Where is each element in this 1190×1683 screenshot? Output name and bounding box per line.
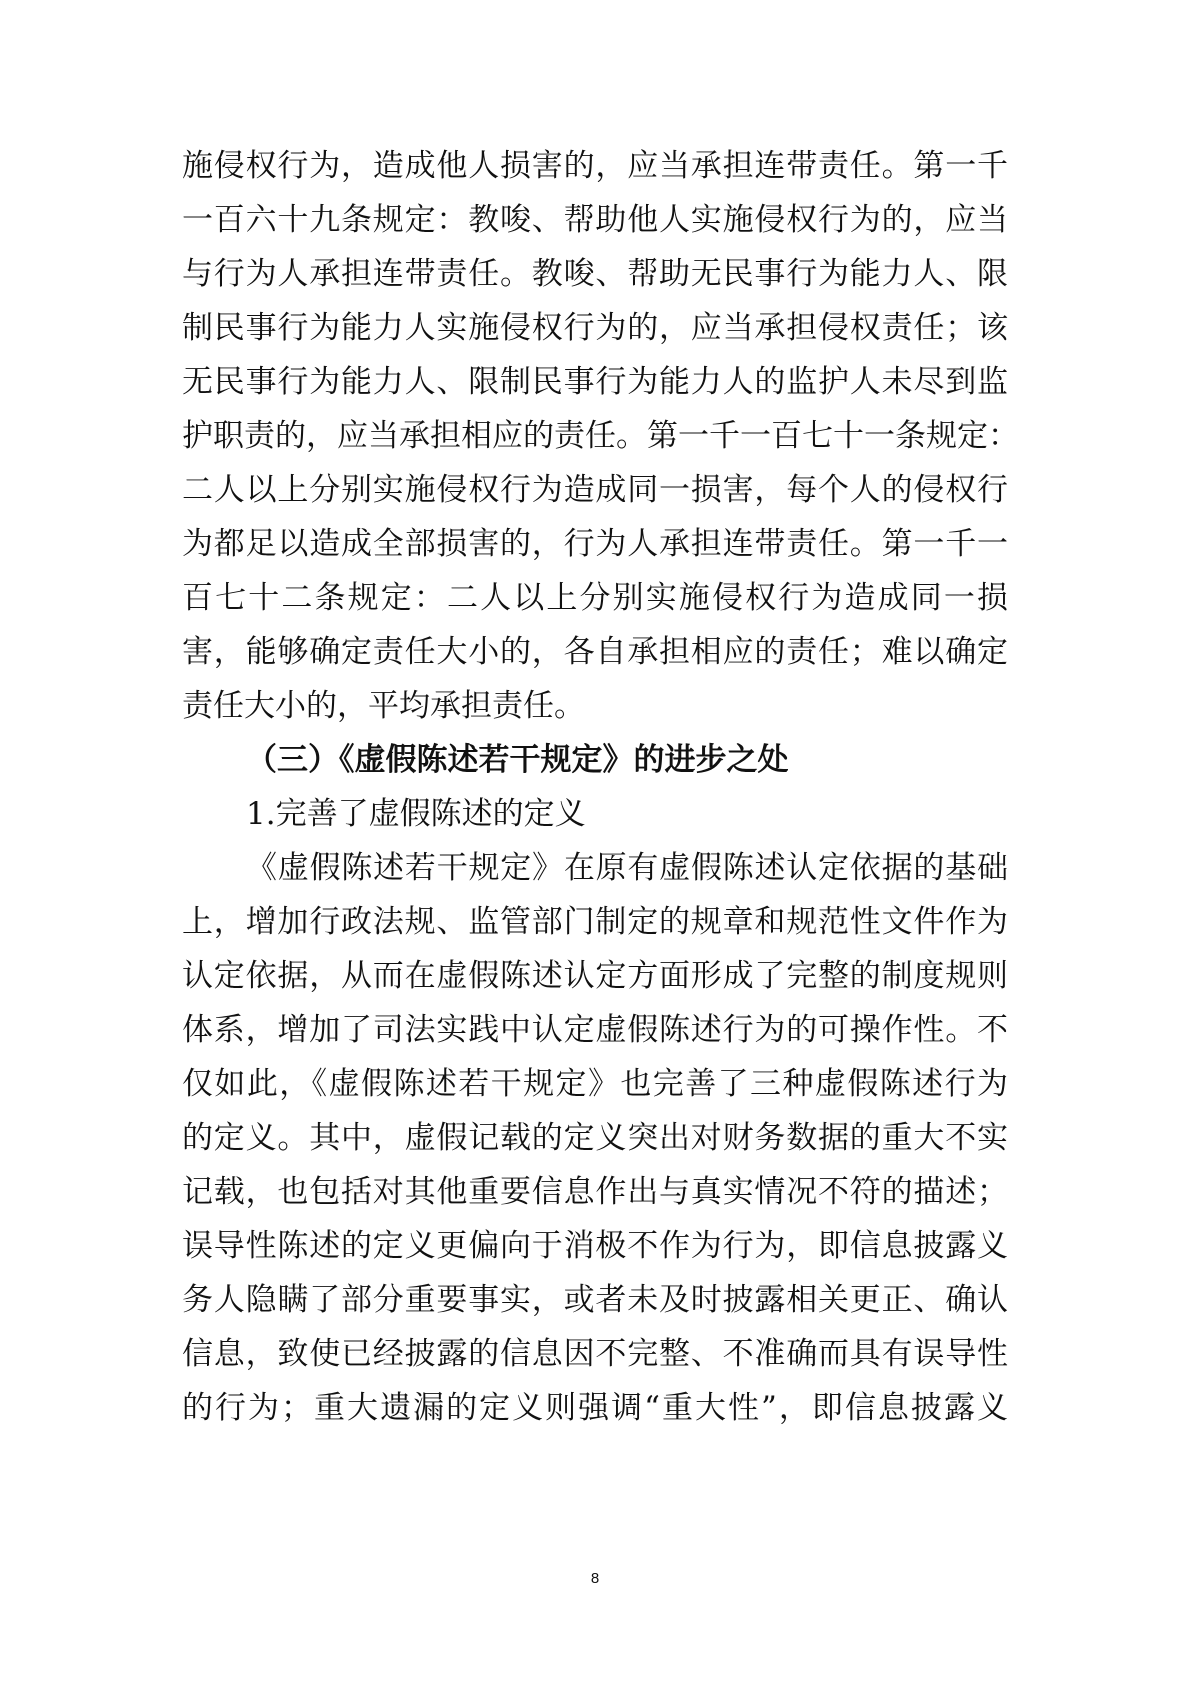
body-text-line: 无民事行为能力人、限制民事行为能力人的监护人未尽到监 [182,364,1008,400]
body-text-line: 为都足以造成全部损害的，行为人承担连带责任。第一千一 [182,526,1008,562]
body-text-line: 护职责的，应当承担相应的责任。第一千一百七十一条规定： [182,418,1019,454]
section-heading: （三）《虚假陈述若干规定》的进步之处 [246,742,789,778]
body-text-line: 务人隐瞒了部分重要事实，或者未及时披露相关更正、确认 [182,1282,1008,1318]
page-number: 8 [590,1570,600,1587]
body-text-line: 认定依据，从而在虚假陈述认定方面形成了完整的制度规则 [182,958,1008,994]
body-text-line: 误导性陈述的定义更偏向于消极不作为行为，即信息披露义 [182,1228,1008,1264]
body-text-line: 体系，增加了司法实践中认定虚假陈述行为的可操作性。不 [182,1012,1008,1048]
body-text-line: 上，增加行政法规、监管部门制定的规章和规范性文件作为 [182,904,1008,940]
body-text-line: 二人以上分别实施侵权行为造成同一损害，每个人的侵权行 [182,472,1008,508]
body-text-line: 施侵权行为，造成他人损害的，应当承担连带责任。第一千 [182,148,1008,184]
subsection-heading: 1.完善了虚假陈述的定义 [246,796,586,832]
body-text-line: 的定义。其中，虚假记载的定义突出对财务数据的重大不实 [182,1120,1008,1156]
body-text-line: 害，能够确定责任大小的，各自承担相应的责任；难以确定 [182,634,1008,670]
body-text-line: 百七十二条规定：二人以上分别实施侵权行为造成同一损 [182,580,1008,616]
body-text-line: 与行为人承担连带责任。教唆、帮助无民事行为能力人、限 [182,256,1008,292]
body-text-line: 一百六十九条规定：教唆、帮助他人实施侵权行为的，应当 [182,202,1008,238]
body-text-line: 信息，致使已经披露的信息因不完整、不准确而具有误导性 [182,1336,1008,1372]
body-text-line: 责任大小的，平均承担责任。 [182,688,585,724]
body-text-line: 制民事行为能力人实施侵权行为的，应当承担侵权责任；该 [182,310,1008,346]
body-text-line: 记载，也包括对其他重要信息作出与真实情况不符的描述； [182,1174,1008,1210]
body-text-line: 的行为；重大遗漏的定义则强调“重大性”，即信息披露义 [182,1390,1008,1426]
body-text-line: 仅如此，《虚假陈述若干规定》也完善了三种虚假陈述行为 [182,1066,1008,1102]
body-text-line: 《虚假陈述若干规定》在原有虚假陈述认定依据的基础 [246,850,1008,886]
